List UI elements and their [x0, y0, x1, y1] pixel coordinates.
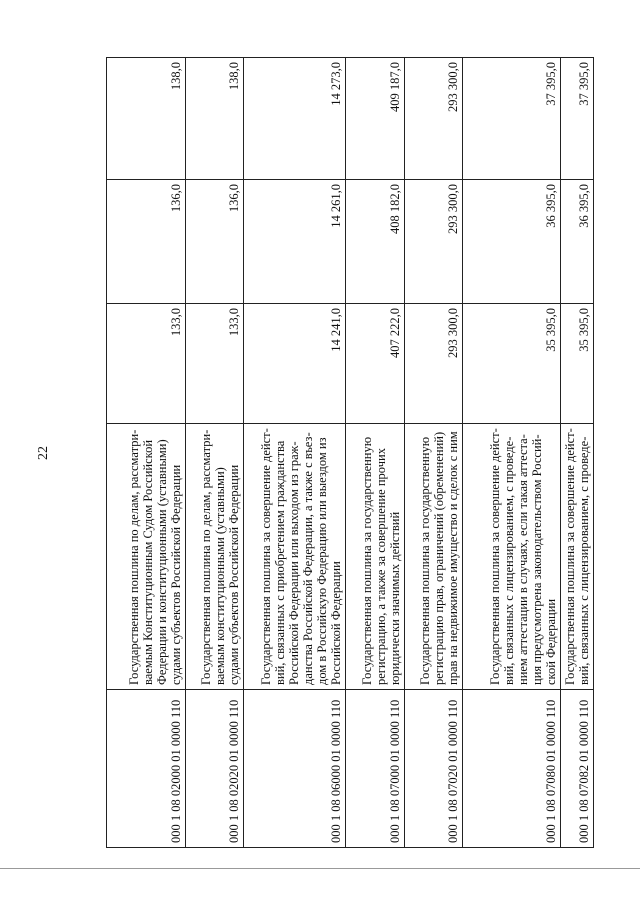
row-value-2: 408 182,0 [346, 180, 405, 304]
row-name: Государственная пошлина по делам, рассматри-ваемым Конституционным Судом Российской Федерации и конституционными (уставными) судами субъектов Российской Федерации [107, 424, 186, 690]
row-value-3: 37 395,0 [463, 58, 561, 180]
row-code: 000 1 08 06000 01 0000 110 [244, 690, 346, 848]
table-row [463, 58, 561, 848]
row-value-1: 133,0 [107, 304, 186, 424]
row-value-1: 293 300,0 [405, 304, 463, 424]
row-value-2: 293 300,0 [405, 180, 463, 304]
row-value-1: 407 222,0 [346, 304, 405, 424]
row-code: 000 1 08 07020 01 0000 110 [405, 690, 463, 848]
page-number: 22 [36, 446, 51, 460]
row-value-3: 409 187,0 [346, 58, 405, 180]
row-code: 000 1 08 07000 01 0000 110 [346, 690, 405, 848]
row-value-2: 136,0 [186, 180, 244, 304]
row-code: 000 1 08 02000 01 0000 110 [107, 690, 186, 848]
row-value-3: 138,0 [186, 58, 244, 180]
table-row [561, 58, 594, 848]
table-row [405, 58, 463, 848]
table-row [107, 58, 186, 848]
row-value-1: 35 395,0 [463, 304, 561, 424]
table-row [244, 58, 346, 848]
table-row [186, 58, 244, 848]
rotated-page-content [106, 58, 591, 848]
row-value-3: 138,0 [107, 58, 186, 180]
row-name: Государственная пошлина за совершение дейст-вий, связанных с приобретением гражданства Российской Федерации или выходом из граж-данства Российской Федерации, а также с въез-дом в Российскую Федерацию или выездом из Российской Федерации [244, 424, 346, 690]
row-value-1: 133,0 [186, 304, 244, 424]
row-value-2: 14 261,0 [244, 180, 346, 304]
row-code: 000 1 08 07080 01 0000 110 [463, 690, 561, 848]
row-value-1: 35 395,0 [561, 304, 594, 424]
row-name: Государственная пошлина за государственную регистрацию, а также за совершение прочих юридически значимых действий [346, 424, 405, 690]
row-code: 000 1 08 07082 01 0000 110 [561, 690, 594, 848]
row-value-2: 136,0 [107, 180, 186, 304]
row-name: Государственная пошлина за государственную регистрацию прав, ограничений (обременений) прав на недвижимое имущество и сделок с ним [405, 424, 463, 690]
row-name: Государственная пошлина по делам, рассматри-ваемым конституционными (уставными) судами субъектов Российской Федерации [186, 424, 244, 690]
row-value-3: 14 273,0 [244, 58, 346, 180]
row-name: Государственная пошлина за совершение дейст-вий, связанных с лицензированием, с проведе- [561, 424, 594, 690]
row-value-3: 293 300,0 [405, 58, 463, 180]
row-value-2: 36 395,0 [561, 180, 594, 304]
table-row [346, 58, 405, 848]
row-name: Государственная пошлина за совершение дейст-вий, связанных с лицензированием, с проведе-нием аттестации в случаях, если такая аттеста-ция предусмотрена законодательством Россий-ской Федерации [463, 424, 561, 690]
row-value-2: 36 395,0 [463, 180, 561, 304]
row-value-1: 14 241,0 [244, 304, 346, 424]
row-code: 000 1 08 02020 01 0000 110 [186, 690, 244, 848]
row-value-3: 37 395,0 [561, 58, 594, 180]
budget-revenue-table [106, 57, 594, 848]
page-bottom-divider [0, 868, 640, 869]
